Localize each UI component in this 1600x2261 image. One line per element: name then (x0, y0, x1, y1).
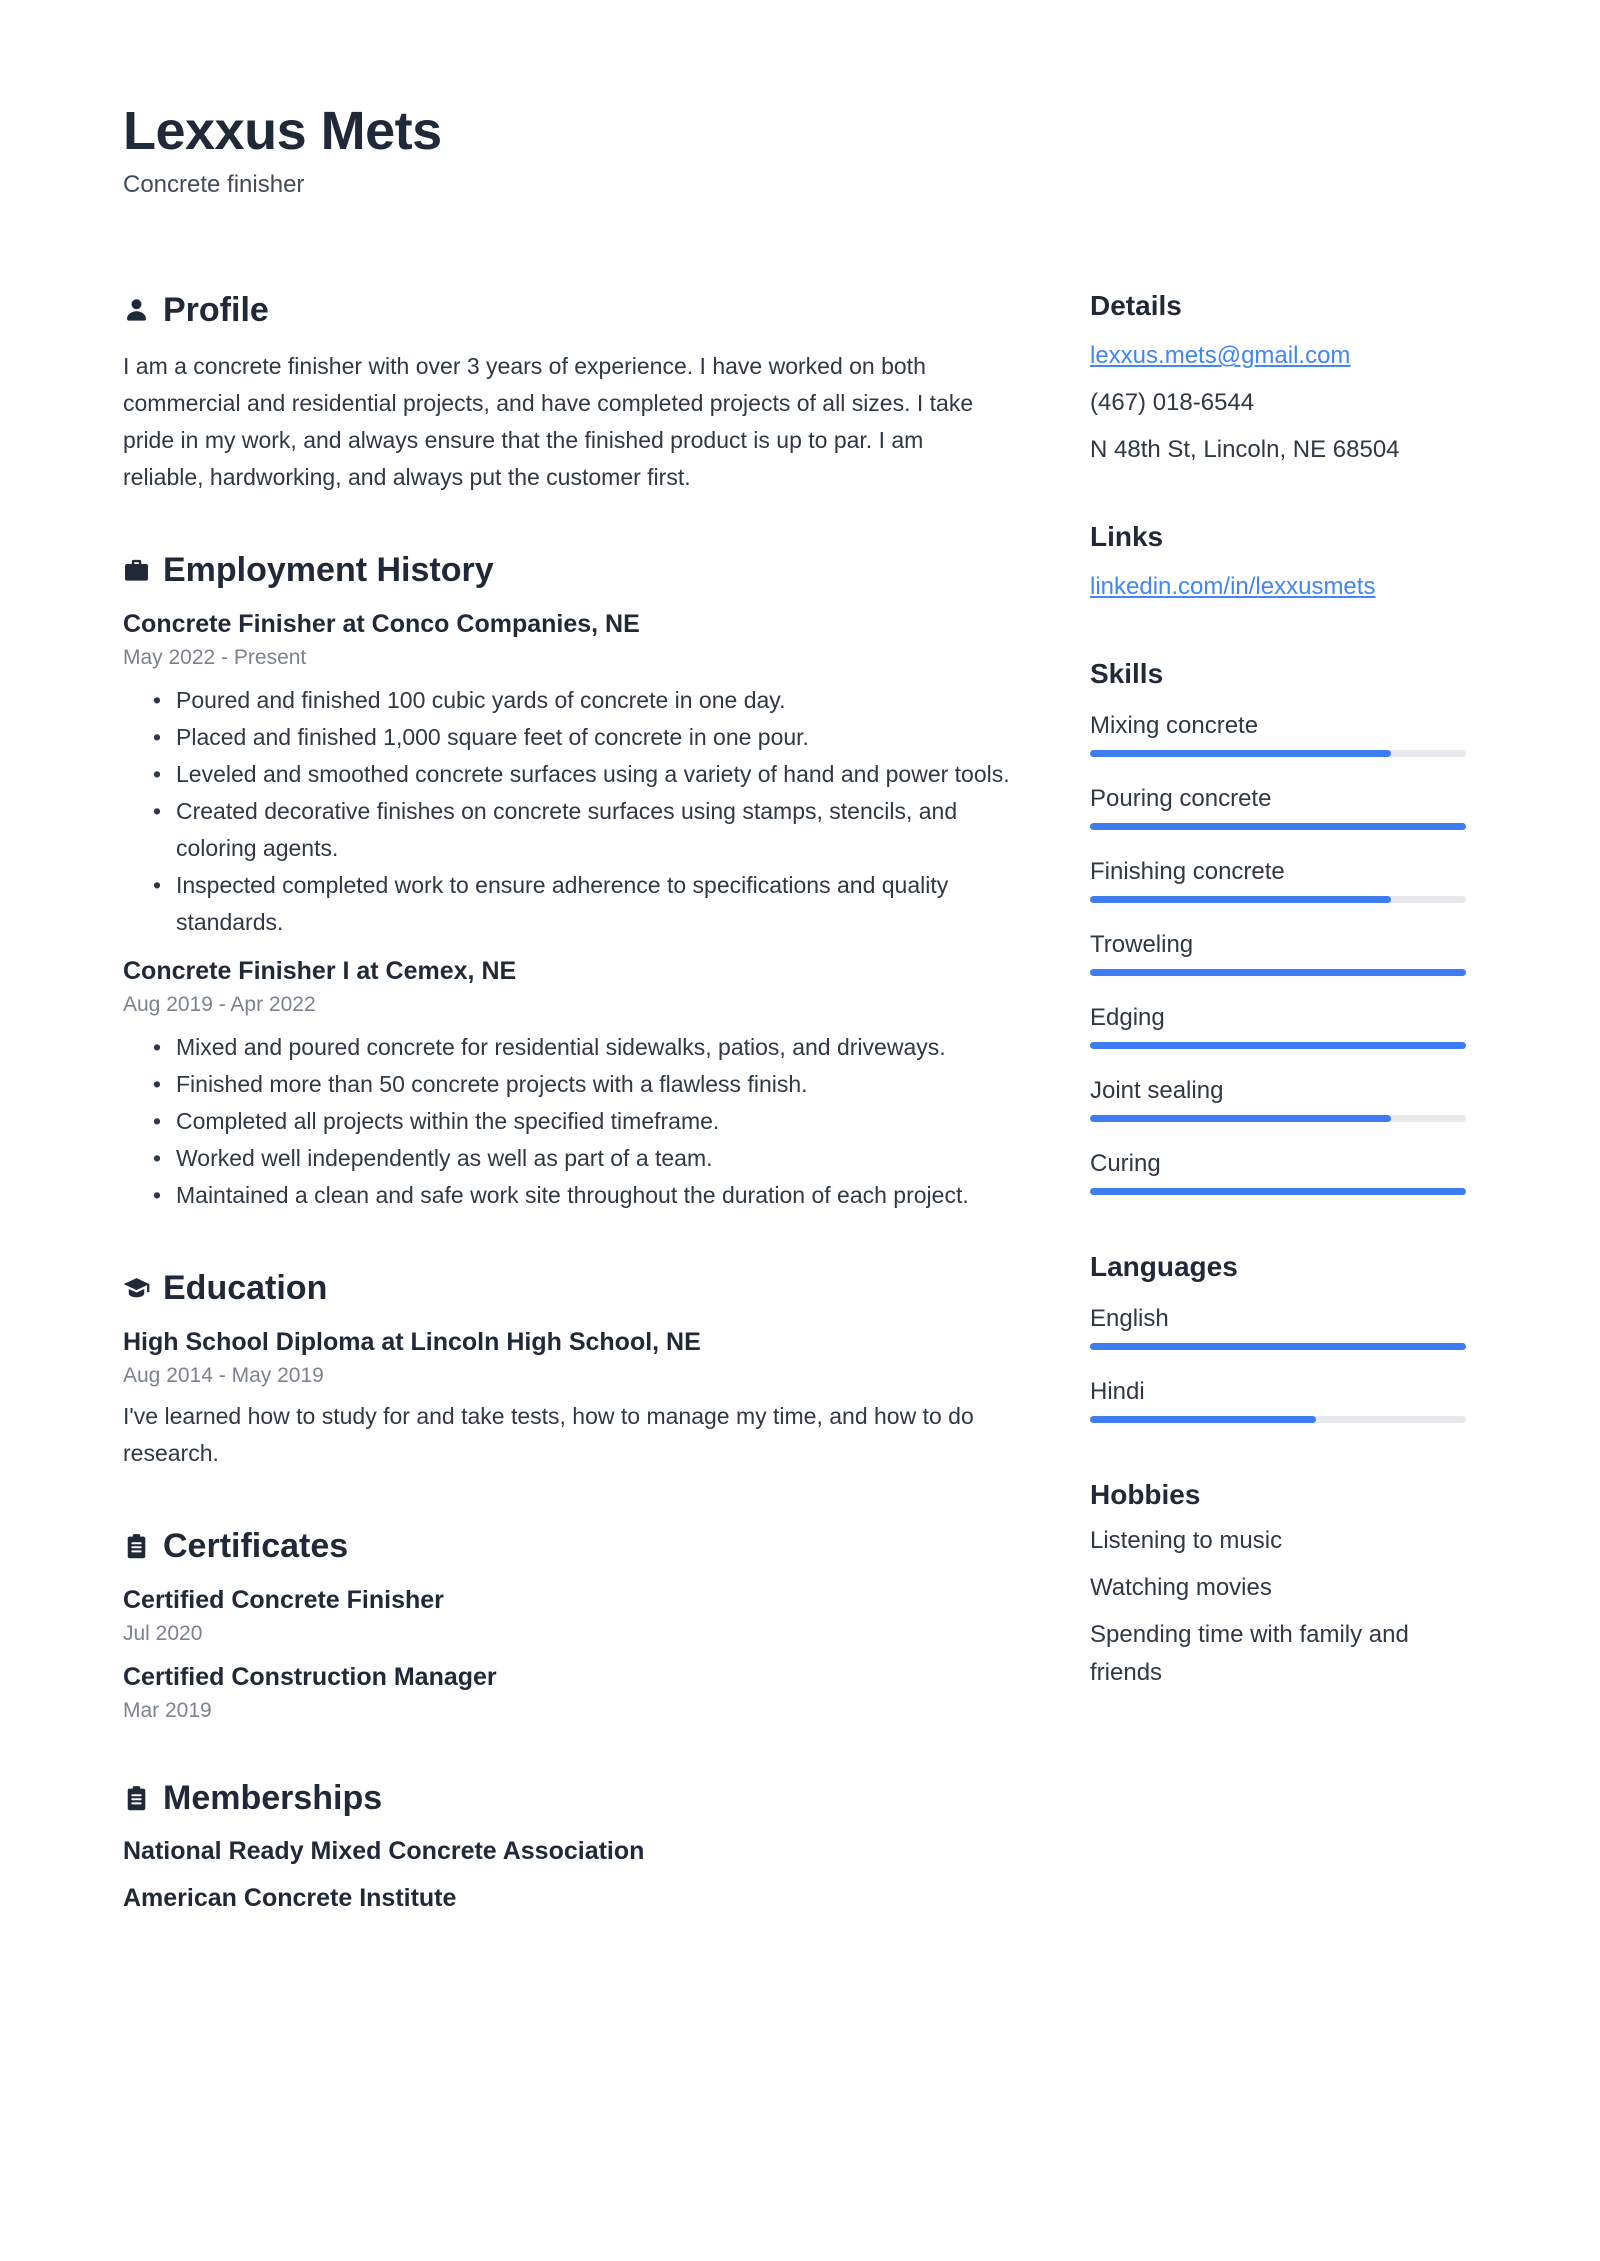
skill-bar-fill (1090, 1042, 1466, 1049)
certificate-entry (123, 1584, 1010, 1647)
address-text: N 48th St, Lincoln, NE 68504 (1090, 436, 1400, 464)
bullet-item: • Completed all projects within the specified timeframe. (123, 1103, 1010, 1140)
memberships-heading-row (123, 1776, 1010, 1820)
skill-bar (1090, 1115, 1466, 1122)
skill-bar (1090, 823, 1466, 830)
bullet-item: • Mixed and poured concrete for residential sidewalks, patios, and driveways. (123, 1029, 1010, 1066)
bullet-item: • Inspected completed work to ensure adherence to specifications and quality standards. (123, 867, 1010, 941)
sidebar-section-skills (1090, 656, 1466, 1195)
skill-item (1090, 1076, 1466, 1122)
bullet-item: • Poured and finished 100 cubic yards of concrete in one day. (123, 682, 1010, 719)
membership-item: American Concrete Institute (123, 1884, 457, 1913)
job-title: Concrete Finisher at Conco Companies, NE (123, 610, 640, 639)
job-bullets (123, 1029, 1010, 1214)
bullet-item: • Placed and finished 1,000 square feet of concrete in one pour. (123, 719, 1010, 756)
skill-bar (1090, 1042, 1466, 1049)
skill-label: Joint sealing (1090, 1077, 1224, 1105)
email-row (1090, 341, 1466, 371)
briefcase-icon (123, 557, 150, 584)
skill-label: Finishing concrete (1090, 858, 1285, 886)
skill-bar-fill (1090, 969, 1466, 976)
language-bar (1090, 1343, 1466, 1350)
links-heading: Links (1090, 521, 1164, 553)
sidebar-section-details (1090, 288, 1466, 465)
section-education (123, 1266, 1010, 1472)
sidebar-section-links (1090, 519, 1466, 602)
employment-heading: Employment History (163, 551, 494, 590)
skill-item (1090, 1003, 1466, 1049)
job-period: May 2022 - Present (123, 646, 307, 670)
section-employment-history (123, 548, 1010, 1214)
person-icon (123, 297, 150, 324)
certificate-entry (123, 1661, 1010, 1724)
job-title: Concrete Finisher I at Cemex, NE (123, 957, 517, 986)
bullet-item: • Maintained a clean and safe work site throughout the duration of each project. (123, 1177, 1010, 1214)
skill-item (1090, 711, 1466, 757)
skill-bar (1090, 969, 1466, 976)
education-description: I've learned how to study for and take tests, how to manage my time, and how to do research. (123, 1403, 974, 1467)
bullet-item: • Finished more than 50 concrete projects with a flawless finish. (123, 1066, 1010, 1103)
employment-heading-row (123, 548, 1010, 592)
education-entry (123, 1326, 1010, 1472)
education-heading-row (123, 1266, 1010, 1310)
details-heading: Details (1090, 290, 1182, 322)
skill-bar-fill (1090, 1115, 1391, 1122)
skill-label: Pouring concrete (1090, 785, 1272, 813)
language-bar-fill (1090, 1416, 1316, 1423)
section-memberships (123, 1776, 1010, 1914)
job-bullets (123, 682, 1010, 941)
job-period: Aug 2019 - Apr 2022 (123, 993, 316, 1017)
bullet-item: • Worked well independently as well as part of a team. (123, 1140, 1010, 1177)
phone-text: (467) 018-6544 (1090, 389, 1255, 417)
skill-item (1090, 930, 1466, 976)
skill-label: Curing (1090, 1150, 1161, 1178)
skills-heading: Skills (1090, 658, 1164, 690)
email-link[interactable]: lexxus.mets@gmail.com (1090, 342, 1351, 370)
certificate-title: Certified Concrete Finisher (123, 1586, 444, 1615)
sidebar-section-hobbies (1090, 1477, 1466, 1692)
certificates-heading-row (123, 1524, 1010, 1568)
hobby-item: Spending time with family and friends (1090, 1621, 1409, 1687)
skill-bar-fill (1090, 750, 1391, 757)
skill-bar-fill (1090, 823, 1466, 830)
skill-bar (1090, 896, 1466, 903)
sidebar-column (1090, 288, 1466, 1914)
job-entry (123, 608, 1010, 941)
language-item (1090, 1377, 1466, 1423)
profile-text: I am a concrete finisher with over 3 years of experience. I have worked on both commercial and residential projects, and have completed projects of all sizes. I take pride in my work, and always ensure that the finished product is up to par. I am reliable, hardworking, and always put the customer first. (123, 353, 974, 491)
candidate-job-title: Concrete finisher (123, 171, 305, 199)
resume-header (123, 102, 1466, 200)
certificate-period: Jul 2020 (123, 1622, 203, 1646)
section-profile (123, 288, 1010, 496)
main-column (123, 288, 1010, 1914)
content-columns (123, 288, 1466, 1914)
language-label: English (1090, 1305, 1169, 1333)
skill-bar (1090, 750, 1466, 757)
education-title: High School Diploma at Lincoln High School, NE (123, 1328, 701, 1357)
clipboard-icon (123, 1785, 150, 1812)
skill-label: Mixing concrete (1090, 712, 1259, 740)
membership-item: National Ready Mixed Concrete Association (123, 1837, 645, 1866)
skill-bar-fill (1090, 896, 1391, 903)
language-item (1090, 1304, 1466, 1350)
hobbies-heading: Hobbies (1090, 1479, 1201, 1511)
memberships-heading: Memberships (163, 1779, 383, 1818)
language-label: Hindi (1090, 1378, 1145, 1406)
certificate-period: Mar 2019 (123, 1699, 212, 1723)
profile-heading-row (123, 288, 1010, 332)
bullet-item: • Created decorative finishes on concrete surfaces using stamps, stencils, and coloring agents. (123, 793, 1010, 867)
education-period: Aug 2014 - May 2019 (123, 1364, 324, 1388)
skill-bar-fill (1090, 1188, 1466, 1195)
sidebar-section-languages (1090, 1249, 1466, 1423)
skill-label: Edging (1090, 1004, 1165, 1032)
language-bar (1090, 1416, 1466, 1423)
job-entry (123, 955, 1010, 1214)
education-heading: Education (163, 1269, 328, 1308)
hobby-item: Watching movies (1090, 1574, 1272, 1602)
hobby-item: Listening to music (1090, 1527, 1283, 1555)
candidate-name: Lexxus Mets (123, 101, 442, 161)
bullet-item: • Leveled and smoothed concrete surfaces using a variety of hand and power tools. (123, 756, 1010, 793)
skill-label: Troweling (1090, 931, 1194, 959)
graduation-cap-icon (123, 1275, 150, 1302)
link-row (1090, 572, 1466, 602)
languages-heading: Languages (1090, 1251, 1238, 1283)
clipboard-icon (123, 1533, 150, 1560)
skill-bar (1090, 1188, 1466, 1195)
profile-heading: Profile (163, 291, 269, 330)
skill-item (1090, 784, 1466, 830)
section-certificates (123, 1524, 1010, 1724)
linkedin-link[interactable]: linkedin.com/in/lexxusmets (1090, 573, 1376, 601)
certificates-heading: Certificates (163, 1527, 349, 1566)
certificate-title: Certified Construction Manager (123, 1663, 497, 1692)
skill-item (1090, 1149, 1466, 1195)
skill-item (1090, 857, 1466, 903)
language-bar-fill (1090, 1343, 1466, 1350)
